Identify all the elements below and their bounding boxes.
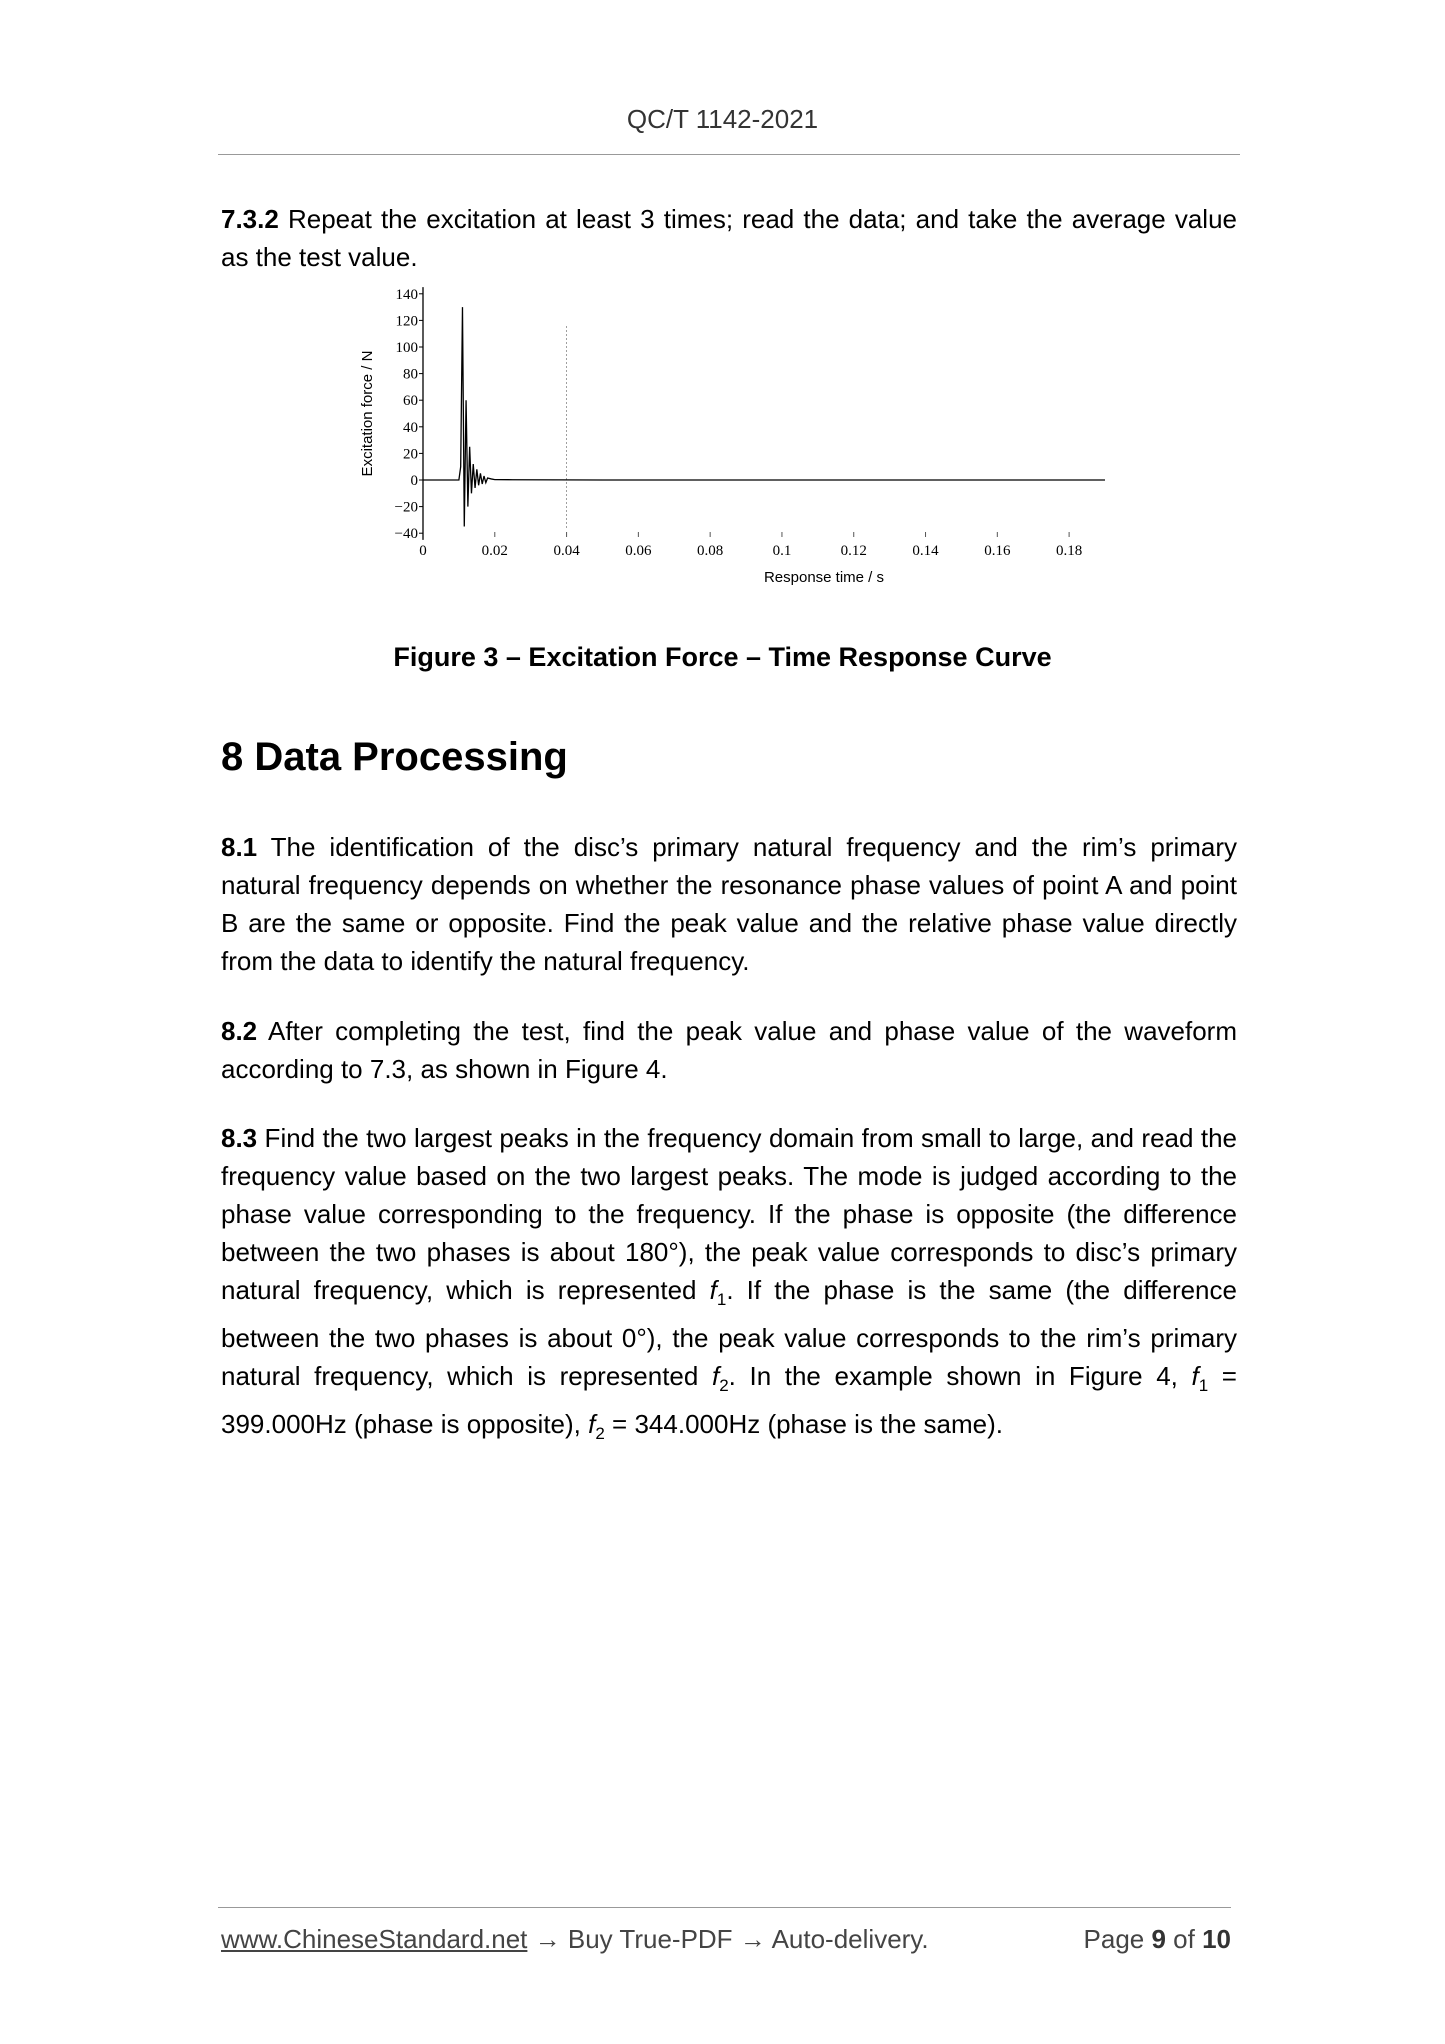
clause-number: 8.1 <box>221 832 258 862</box>
y-tick-label: 0 <box>410 473 418 489</box>
x-tick-label: 0.14 <box>912 543 939 559</box>
current-page: 9 <box>1151 1924 1166 1954</box>
paragraph-8-2 <box>221 1012 1237 1088</box>
symbol-subscript: 1 <box>1198 1376 1209 1396</box>
promo-text: → Buy True-PDF → Auto-delivery. <box>527 1924 929 1954</box>
y-tick-label: 120 <box>395 313 418 330</box>
paragraph-7-3-2 <box>221 200 1237 276</box>
symbol-subscript: 2 <box>719 1376 729 1396</box>
x-tick-label: 0.16 <box>984 543 1011 559</box>
clause-number: 8.2 <box>221 1016 258 1046</box>
figure-caption: Figure 3 – Excitation Force – Time Response Curve <box>393 642 1052 672</box>
symbol-subscript: 2 <box>595 1424 605 1444</box>
paragraph-8-1 <box>221 828 1237 980</box>
x-tick-label: 0.18 <box>1055 543 1083 559</box>
symbol-f: f <box>711 1361 720 1392</box>
paragraph-text: . If the phase is the same (the difference between the two phases is about 0°), the peak value corresponds to the rim’s primary natural frequency, which is represented <box>221 1275 1237 1392</box>
symbol-f: f <box>588 1409 596 1440</box>
paragraph-text: Find the two largest peaks in the frequency domain from small to large, and read the frequency value based on the two largest peaks. The mode is judged according to the phase value corresponding to the frequency. If the phase is opposite (the difference between the two phases is about 180°), the peak value corresponds to disc’s primary natural frequency, which is represented <box>221 1123 1237 1305</box>
y-tick-label: −40 <box>394 526 418 543</box>
footer-divider <box>218 1907 1231 1908</box>
paragraph-text: = 399.000Hz (phase is opposite), <box>221 1361 1237 1440</box>
page-indicator <box>1084 1924 1231 1955</box>
y-tick-label: 60 <box>403 393 418 410</box>
x-tick-label: 0.12 <box>840 543 867 559</box>
symbol-subscript: 1 <box>716 1290 727 1310</box>
y-tick-label: −20 <box>394 499 418 516</box>
plot-area <box>423 307 1105 526</box>
y-axis-label: Excitation force / N <box>359 350 376 477</box>
section-title: 8 Data Processing <box>221 735 568 779</box>
x-tick-label: 0.04 <box>553 543 580 559</box>
document-code-header: QC/T 1142-2021 <box>626 104 819 134</box>
y-tick-label: 100 <box>395 340 418 356</box>
y-axis <box>395 287 423 542</box>
header-divider <box>218 154 1240 155</box>
symbol-f: f <box>709 1275 717 1305</box>
page-footer <box>221 1924 1231 1955</box>
page-word: Page <box>1083 1924 1152 1954</box>
excitation-force-chart <box>355 286 1115 598</box>
y-tick-label: 40 <box>403 419 418 436</box>
x-tick-label: 0.06 <box>625 543 652 559</box>
paragraph-text: The identification of the disc’s primary natural frequency and the rim’s primary natural frequency depends on whether the resonance phase values of point A and point B are the same or opposite. Find the peak value and the relative phase value directly from the data to identify the natural frequency. <box>221 832 1237 976</box>
website-link[interactable]: www.ChineseStandard.net <box>221 1924 528 1954</box>
y-tick-label: 20 <box>403 446 418 463</box>
x-tick-label: 0 <box>419 543 427 559</box>
x-tick-label: 0.08 <box>697 543 724 559</box>
paragraph-8-3 <box>221 1119 1237 1454</box>
x-axis-label: Response time / s <box>763 569 885 586</box>
series-line <box>423 307 1105 526</box>
paragraph-text: = 344.000Hz (phase is the same). <box>604 1409 1003 1440</box>
symbol-f: f <box>1191 1361 1199 1392</box>
paragraph-text: Repeat the excitation at least 3 times; read the data; and take the average value as the test value. <box>221 204 1237 272</box>
y-tick-label: 140 <box>395 286 418 303</box>
y-tick-label: 80 <box>403 366 418 383</box>
paragraph-text: . In the example shown in Figure 4, <box>728 1361 1192 1392</box>
paragraph-text: After completing the test, find the peak value and phase value of the waveform according to 7.3, as shown in Figure 4. <box>221 1016 1237 1084</box>
of-word: of <box>1165 1924 1203 1954</box>
chart-svg <box>355 286 1115 598</box>
x-axis-ticks <box>419 532 1082 559</box>
clause-number: 8.3 <box>221 1123 258 1153</box>
x-tick-label: 0.1 <box>772 543 792 559</box>
clause-number: 7.3.2 <box>221 204 279 234</box>
x-tick-label: 0.02 <box>481 543 508 559</box>
total-pages: 10 <box>1202 1924 1231 1954</box>
